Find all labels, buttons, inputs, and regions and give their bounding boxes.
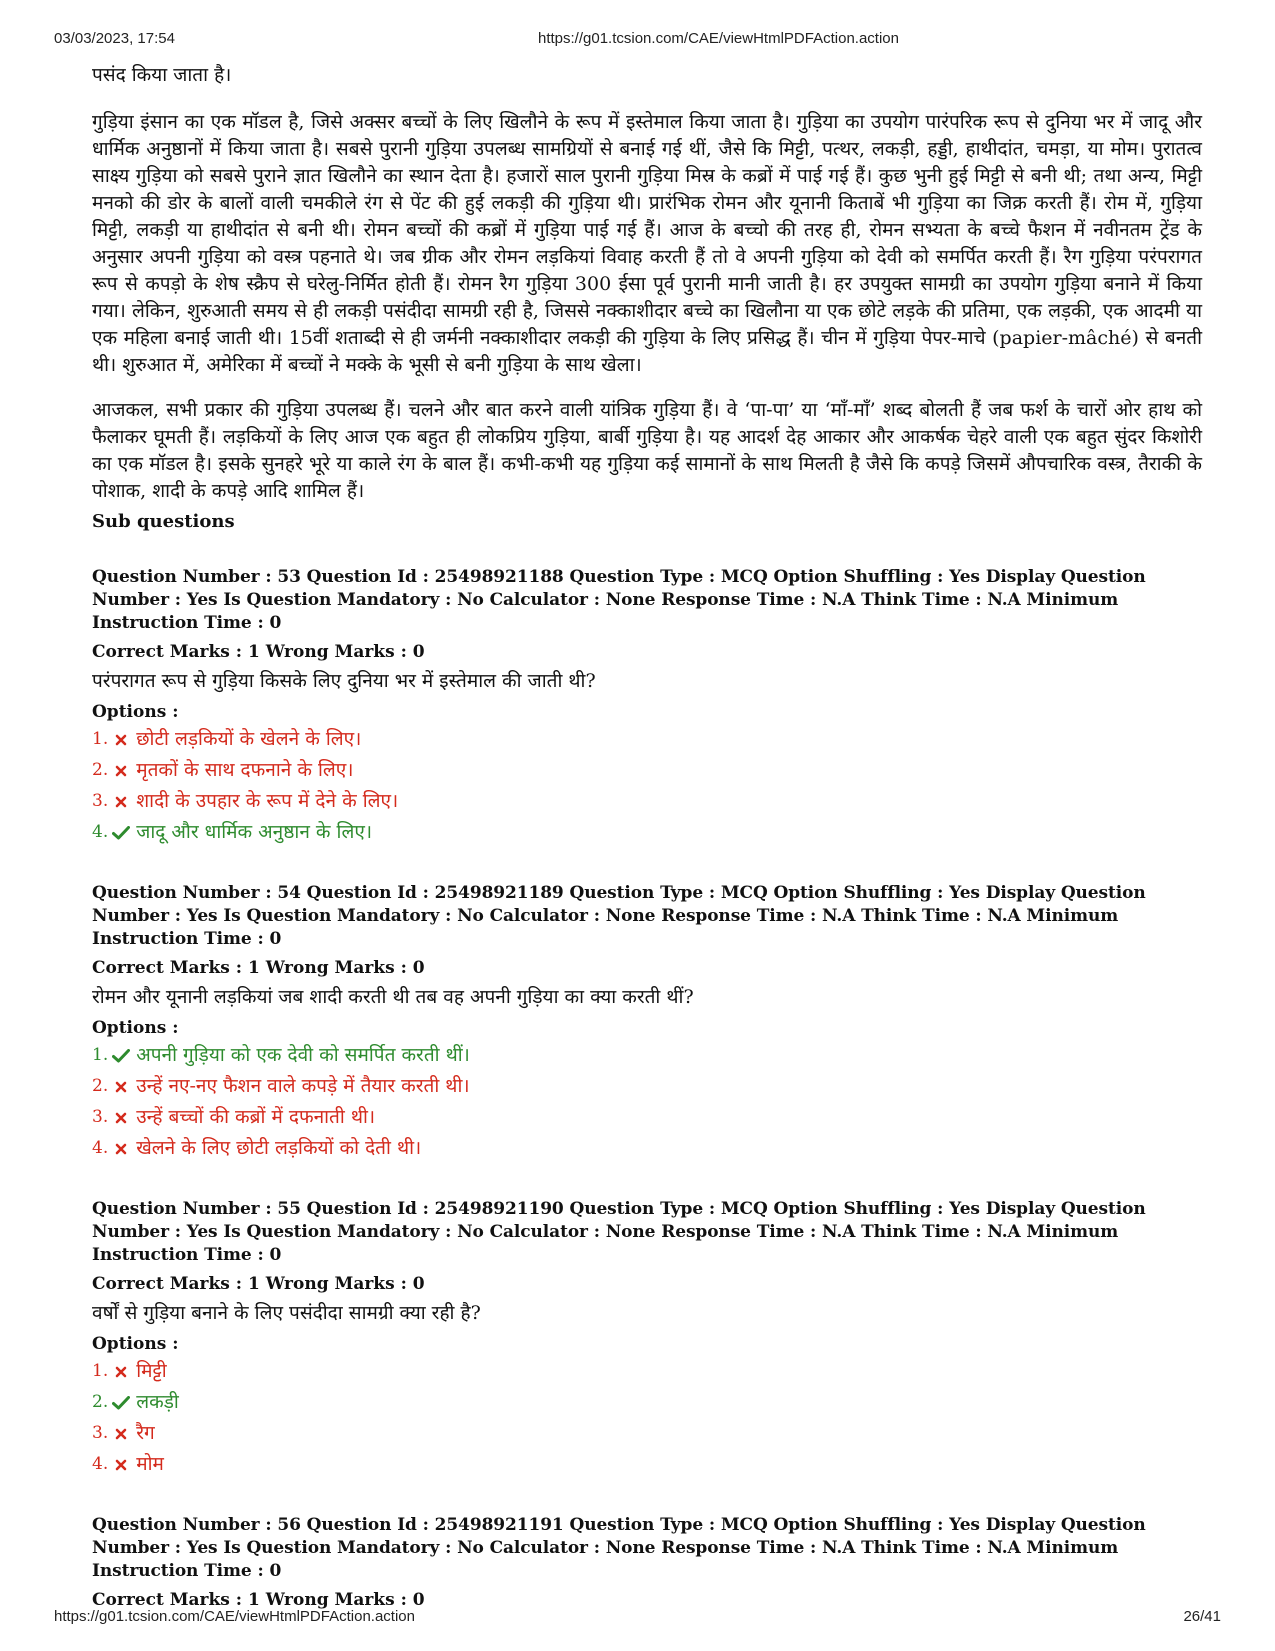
option-number: 1.: [92, 1361, 109, 1381]
question-marks: Correct Marks : 1 Wrong Marks : 0: [92, 958, 425, 978]
question-list: [92, 566, 1202, 1612]
option-text: शादी के उपहार के रूप में देने के लिए।: [136, 790, 399, 812]
option-item: [92, 817, 1202, 848]
cross-icon: [112, 1102, 130, 1133]
cross-icon: [112, 724, 130, 755]
question-marks: Correct Marks : 1 Wrong Marks : 0: [92, 1274, 425, 1294]
cross-icon: [112, 786, 130, 817]
option-text: जादू और धार्मिक अनुष्ठान के लिए।: [136, 821, 373, 843]
question-meta: Question Number : 56 Question Id : 25498921191 Question Type : MCQ Option Shuffling : Yes Display Question Number : Yes Is Question Mandatory : No Calculator : None Response Time : N.A Think Time : N.A Minimum Instruction Time : 0: [92, 1515, 1146, 1581]
option-text: लकड़ी: [136, 1391, 179, 1413]
options-label: Options :: [92, 702, 179, 722]
option-text: उन्हें बच्चों की कब्रों में दफनाती थी।: [136, 1106, 376, 1128]
check-icon: [112, 1040, 130, 1071]
option-item: [92, 755, 1202, 786]
option-number: 1.: [92, 1045, 109, 1065]
option-text: रैग: [136, 1422, 155, 1444]
passage-paragraph-0: पसंद किया जाता है।: [92, 64, 232, 86]
question-block: [92, 566, 1202, 848]
options-label: Options :: [92, 1018, 179, 1038]
print-datetime: 03/03/2023, 17:54: [54, 30, 175, 47]
option-item: [92, 1133, 1202, 1164]
cross-icon: [112, 1356, 130, 1387]
page-number: 26/41: [1183, 1608, 1221, 1625]
sub-questions-heading: Sub questions: [92, 511, 235, 532]
option-item: [92, 786, 1202, 817]
option-number: 3.: [92, 1107, 109, 1127]
check-icon: [112, 817, 130, 848]
option-text: मृतकों के साथ दफनाने के लिए।: [136, 759, 354, 781]
passage-paragraph-1: गुड़िया इंसान का एक मॉडल है, जिसे अक्सर बच्चों के लिए खिलौने के रूप में इस्तेमाल किया जाता है। गुड़िया का उपयोग पारंपरिक रूप से दुनिया भर में जादू और धार्मिक अनुष्ठानों में किया जाता है। सबसे पुरानी गुड़िया उपलब्ध सामग्रियों से बनाई गई थीं, जैसे कि मिट्टी, पत्थर, लकड़ी, हड्डी, हाथीदांत, चमड़ा, या मोम। पुरातत्व साक्ष्य गुड़िया को सबसे पुराने ज्ञात खिलौने का स्थान देता है। हजारों साल पुरानी गुड़िया मिस्र के कब्रों में पाई गई हैं। कुछ भुनी हुई मिट्टी से बनी थी; तथा अन्य, मिट्टी मनको की डोर के बालों वाली चमकीले रंग से पेंट की हुई लकड़ी की गुड़िया थी। प्रारंभिक रोमन और यूनानी किताबें भी गुड़िया का जिक्र करती हैं। रोम में, गुड़िया मिट्टी, लकड़ी या हाथीदांत से बनी थी। रोमन बच्चों की कब्रों में गुड़िया पाई गई हैं। आज के बच्चो की तरह ही, रोमन सभ्यता के बच्चे फैशन में नवीनतम ट्रेंड के अनुसार अपनी गुड़िया को वस्त्र पहनाते थे। जब ग्रीक और रोमन लड़कियां विवाह करती हैं तो वे अपनी गुड़िया को देवी को समर्पित करती हैं। रैग गुड़िया परंपरागत रूप से कपड़ो के शेष स्क्रैप से घरेलु-निर्मित होती हैं। रोमन रैग गुड़िया 300 ईसा पूर्व पुरानी मानी जाती है। हर उपयुक्त सामग्री का उपयोग गुड़िया बनाने में किया गया। लेकिन, शुरुआती समय से ही लकड़ी पसंदीदा सामग्री रही है, जिससे नक्काशीदार बच्चे का खिलौना या एक छोटे लड़के की प्रतिमा, एक लड़की, एक आदमी या एक महिला बनाई जाती थी। 15वीं शताब्दी से ही जर्मनी नक्काशीदार लकड़ी की गुड़िया के लिए प्रसिद्ध हैं। चीन में गुड़िया पेपर-माचे (papier-mâché) से बनती थी। शुरुआत में, अमेरिका में बच्चों ने मक्के के भूसी से बनी गुड़िया के साथ खेला।: [92, 111, 1203, 376]
option-number: 1.: [92, 729, 109, 749]
page-content: [92, 62, 1202, 1646]
passage-paragraph-2: आजकल, सभी प्रकार की गुड़िया उपलब्ध हैं। चलने और बात करने वाली यांत्रिक गुड़िया हैं। वे ‘पा-पा’ या ‘माँ-माँ’ शब्द बोलती हैं जब फर्श के चारों ओर हाथ को फैलाकर घूमती हैं। लड़कियों के लिए आज एक बहुत ही लोकप्रिय गुड़िया, बार्बी गुड़िया है। यह आदर्श देह आकार और आकर्षक चेहरे वाली एक बहुत सुंदर किशोरी का एक मॉडल है। इसके सुनहरे भूरे या काले रंग के बाल हैं। कभी-कभी यह गुड़िया कई सामानों के साथ मिलती है जैसे कि कपड़े जिसमें औपचारिक वस्त्र, तैराकी के पोशाक, शादी के कपड़े आदि शामिल हैं।: [92, 399, 1202, 502]
option-text: उन्हें नए-नए फैशन वाले कपड़े में तैयार करती थी।: [136, 1075, 470, 1097]
cross-icon: [112, 755, 130, 786]
question-meta: Question Number : 54 Question Id : 25498921189 Question Type : MCQ Option Shuffling : Yes Display Question Number : Yes Is Question Mandatory : No Calculator : None Response Time : N.A Think Time : N.A Minimum Instruction Time : 0: [92, 883, 1146, 949]
options-label: Options :: [92, 1334, 179, 1354]
question-text: रोमन और यूनानी लड़कियां जब शादी करती थी तब वह अपनी गुड़िया का क्या करती थीं?: [92, 986, 694, 1008]
cross-icon: [112, 1418, 130, 1449]
question-meta: Question Number : 53 Question Id : 25498921188 Question Type : MCQ Option Shuffling : Yes Display Question Number : Yes Is Question Mandatory : No Calculator : None Response Time : N.A Think Time : N.A Minimum Instruction Time : 0: [92, 567, 1146, 633]
option-number: 2.: [92, 1392, 109, 1412]
option-number: 4.: [92, 822, 109, 842]
header-url: https://g01.tcsion.com/CAE/viewHtmlPDFAction.action: [538, 30, 899, 47]
option-text: खेलने के लिए छोटी लड़कियों को देती थी।: [136, 1137, 422, 1159]
footer-url: https://g01.tcsion.com/CAE/viewHtmlPDFAction.action: [54, 1608, 415, 1625]
option-item: [92, 1040, 1202, 1071]
question-marks: Correct Marks : 1 Wrong Marks : 0: [92, 642, 425, 662]
option-text: अपनी गुड़िया को एक देवी को समर्पित करती थीं।: [136, 1044, 470, 1066]
option-number: 4.: [92, 1138, 109, 1158]
question-text: वर्षों से गुड़िया बनाने के लिए पसंदीदा सामग्री क्या रही है?: [92, 1302, 481, 1324]
option-number: 3.: [92, 791, 109, 811]
option-text: छोटी लड़कियों के खेलने के लिए।: [136, 728, 362, 750]
option-text: मोम: [136, 1453, 164, 1475]
option-number: 4.: [92, 1454, 109, 1474]
cross-icon: [112, 1449, 130, 1480]
question-text: परंपरागत रूप से गुड़िया किसके लिए दुनिया भर में इस्तेमाल की जाती थी?: [92, 670, 596, 692]
question-meta: Question Number : 55 Question Id : 25498921190 Question Type : MCQ Option Shuffling : Yes Display Question Number : Yes Is Question Mandatory : No Calculator : None Response Time : N.A Think Time : N.A Minimum Instruction Time : 0: [92, 1199, 1146, 1265]
option-number: 2.: [92, 1076, 109, 1096]
option-item: [92, 724, 1202, 755]
option-item: [92, 1071, 1202, 1102]
option-number: 3.: [92, 1423, 109, 1443]
check-icon: [112, 1387, 130, 1418]
option-item: [92, 1387, 1202, 1418]
question-block: [92, 1514, 1202, 1612]
question-marks: Correct Marks : 1 Wrong Marks : 0: [92, 1590, 425, 1610]
option-item: [92, 1356, 1202, 1387]
option-item: [92, 1418, 1202, 1449]
option-text: मिट्टी: [136, 1360, 167, 1382]
cross-icon: [112, 1133, 130, 1164]
cross-icon: [112, 1071, 130, 1102]
option-item: [92, 1102, 1202, 1133]
question-block: [92, 1198, 1202, 1480]
question-block: [92, 882, 1202, 1164]
option-number: 2.: [92, 760, 109, 780]
option-item: [92, 1449, 1202, 1480]
